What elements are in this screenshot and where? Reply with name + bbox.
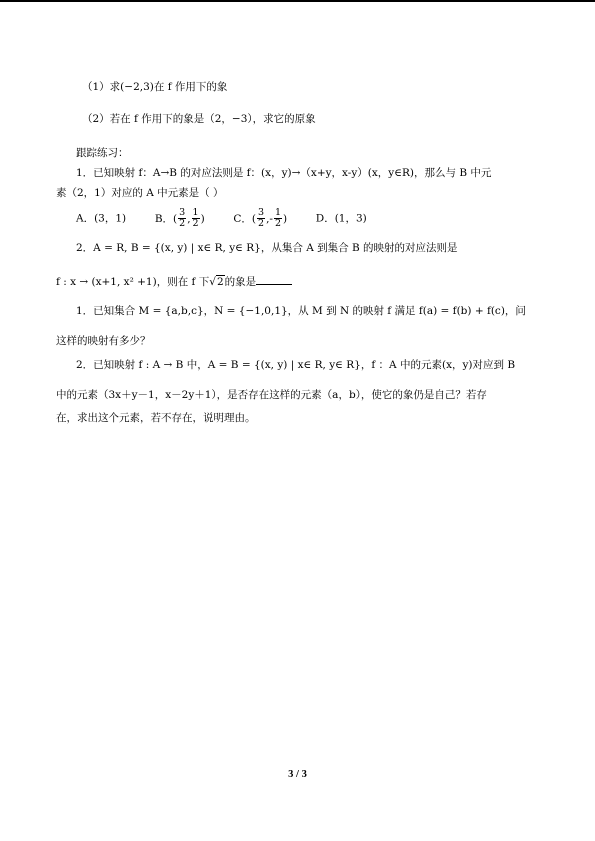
practice-1-options <box>76 208 367 229</box>
question-2: （2）若在 f 作用下的象是（2，−3），求它的原象 <box>82 113 316 125</box>
fraction: $\frac{1}{2}$ <box>192 207 199 229</box>
question-1: （1）求(−2,3)在 f 作用下的象 <box>82 81 228 93</box>
practice-2-line-1: 2．A = R, B = {(x, y) | x∈ R, y∈ R}，从集合 A 到集合 B 的映射的对应法则是 <box>76 242 458 254</box>
page-number: 3 / 3 <box>288 769 307 780</box>
practice-1-line-1: 1．已知映射 f：A→B 的对应法则是 f：(x，y)→（x+y，x-y）(x，y∈R)，那么与 B 中元 <box>76 167 492 179</box>
practice-heading: 跟踪练习： <box>76 147 129 159</box>
answer-blank <box>256 273 292 285</box>
option-a: A．(3，1) <box>76 212 127 225</box>
practice-2-line-2: f : x → (x+1, x² +1)，则在 f 下√2的象是 <box>56 273 292 289</box>
exercise-1-line-1: 1．已知集合 M = {a,b,c}，N = {−1,0,1}，从 M 到 N 的映射 f 满足 f(a) = f(b) + f(c)，问 <box>76 305 526 317</box>
exercise-1-line-2: 这样的映射有多少？ <box>56 335 151 347</box>
sqrt-symbol: √2 <box>209 276 224 288</box>
option-d: D．(1，3) <box>315 212 367 225</box>
fraction: $\frac{1}{2}$ <box>274 207 281 229</box>
exercise-2-line-2: 中的元素（3x＋y－1，x－2y＋1），是否存在这样的元素（a，b），使它的象仍是自己？若存 <box>56 389 487 401</box>
fraction: $\frac{3}{2}$ <box>258 207 265 229</box>
practice-1-line-2: 素（2，1）对应的 A 中元素是（ ） <box>56 187 224 199</box>
fraction: $\frac{3}{2}$ <box>179 207 186 229</box>
exercise-2-line-3: 在，求出这个元素，若不存在，说明理由。 <box>56 412 256 424</box>
option-b: B．( $\frac{3}{2}$ , $\frac{1}{2}$ ) <box>154 207 205 229</box>
exercise-2-line-1: 2．已知映射 f : A → B 中，A = B = {(x, y) | x∈ R, y∈ R}，f ：A 中的元素(x，y)对应到 B <box>76 359 516 371</box>
option-c: C．( $\frac{3}{2}$ ,- $\frac{1}{2}$ ) <box>233 207 288 229</box>
